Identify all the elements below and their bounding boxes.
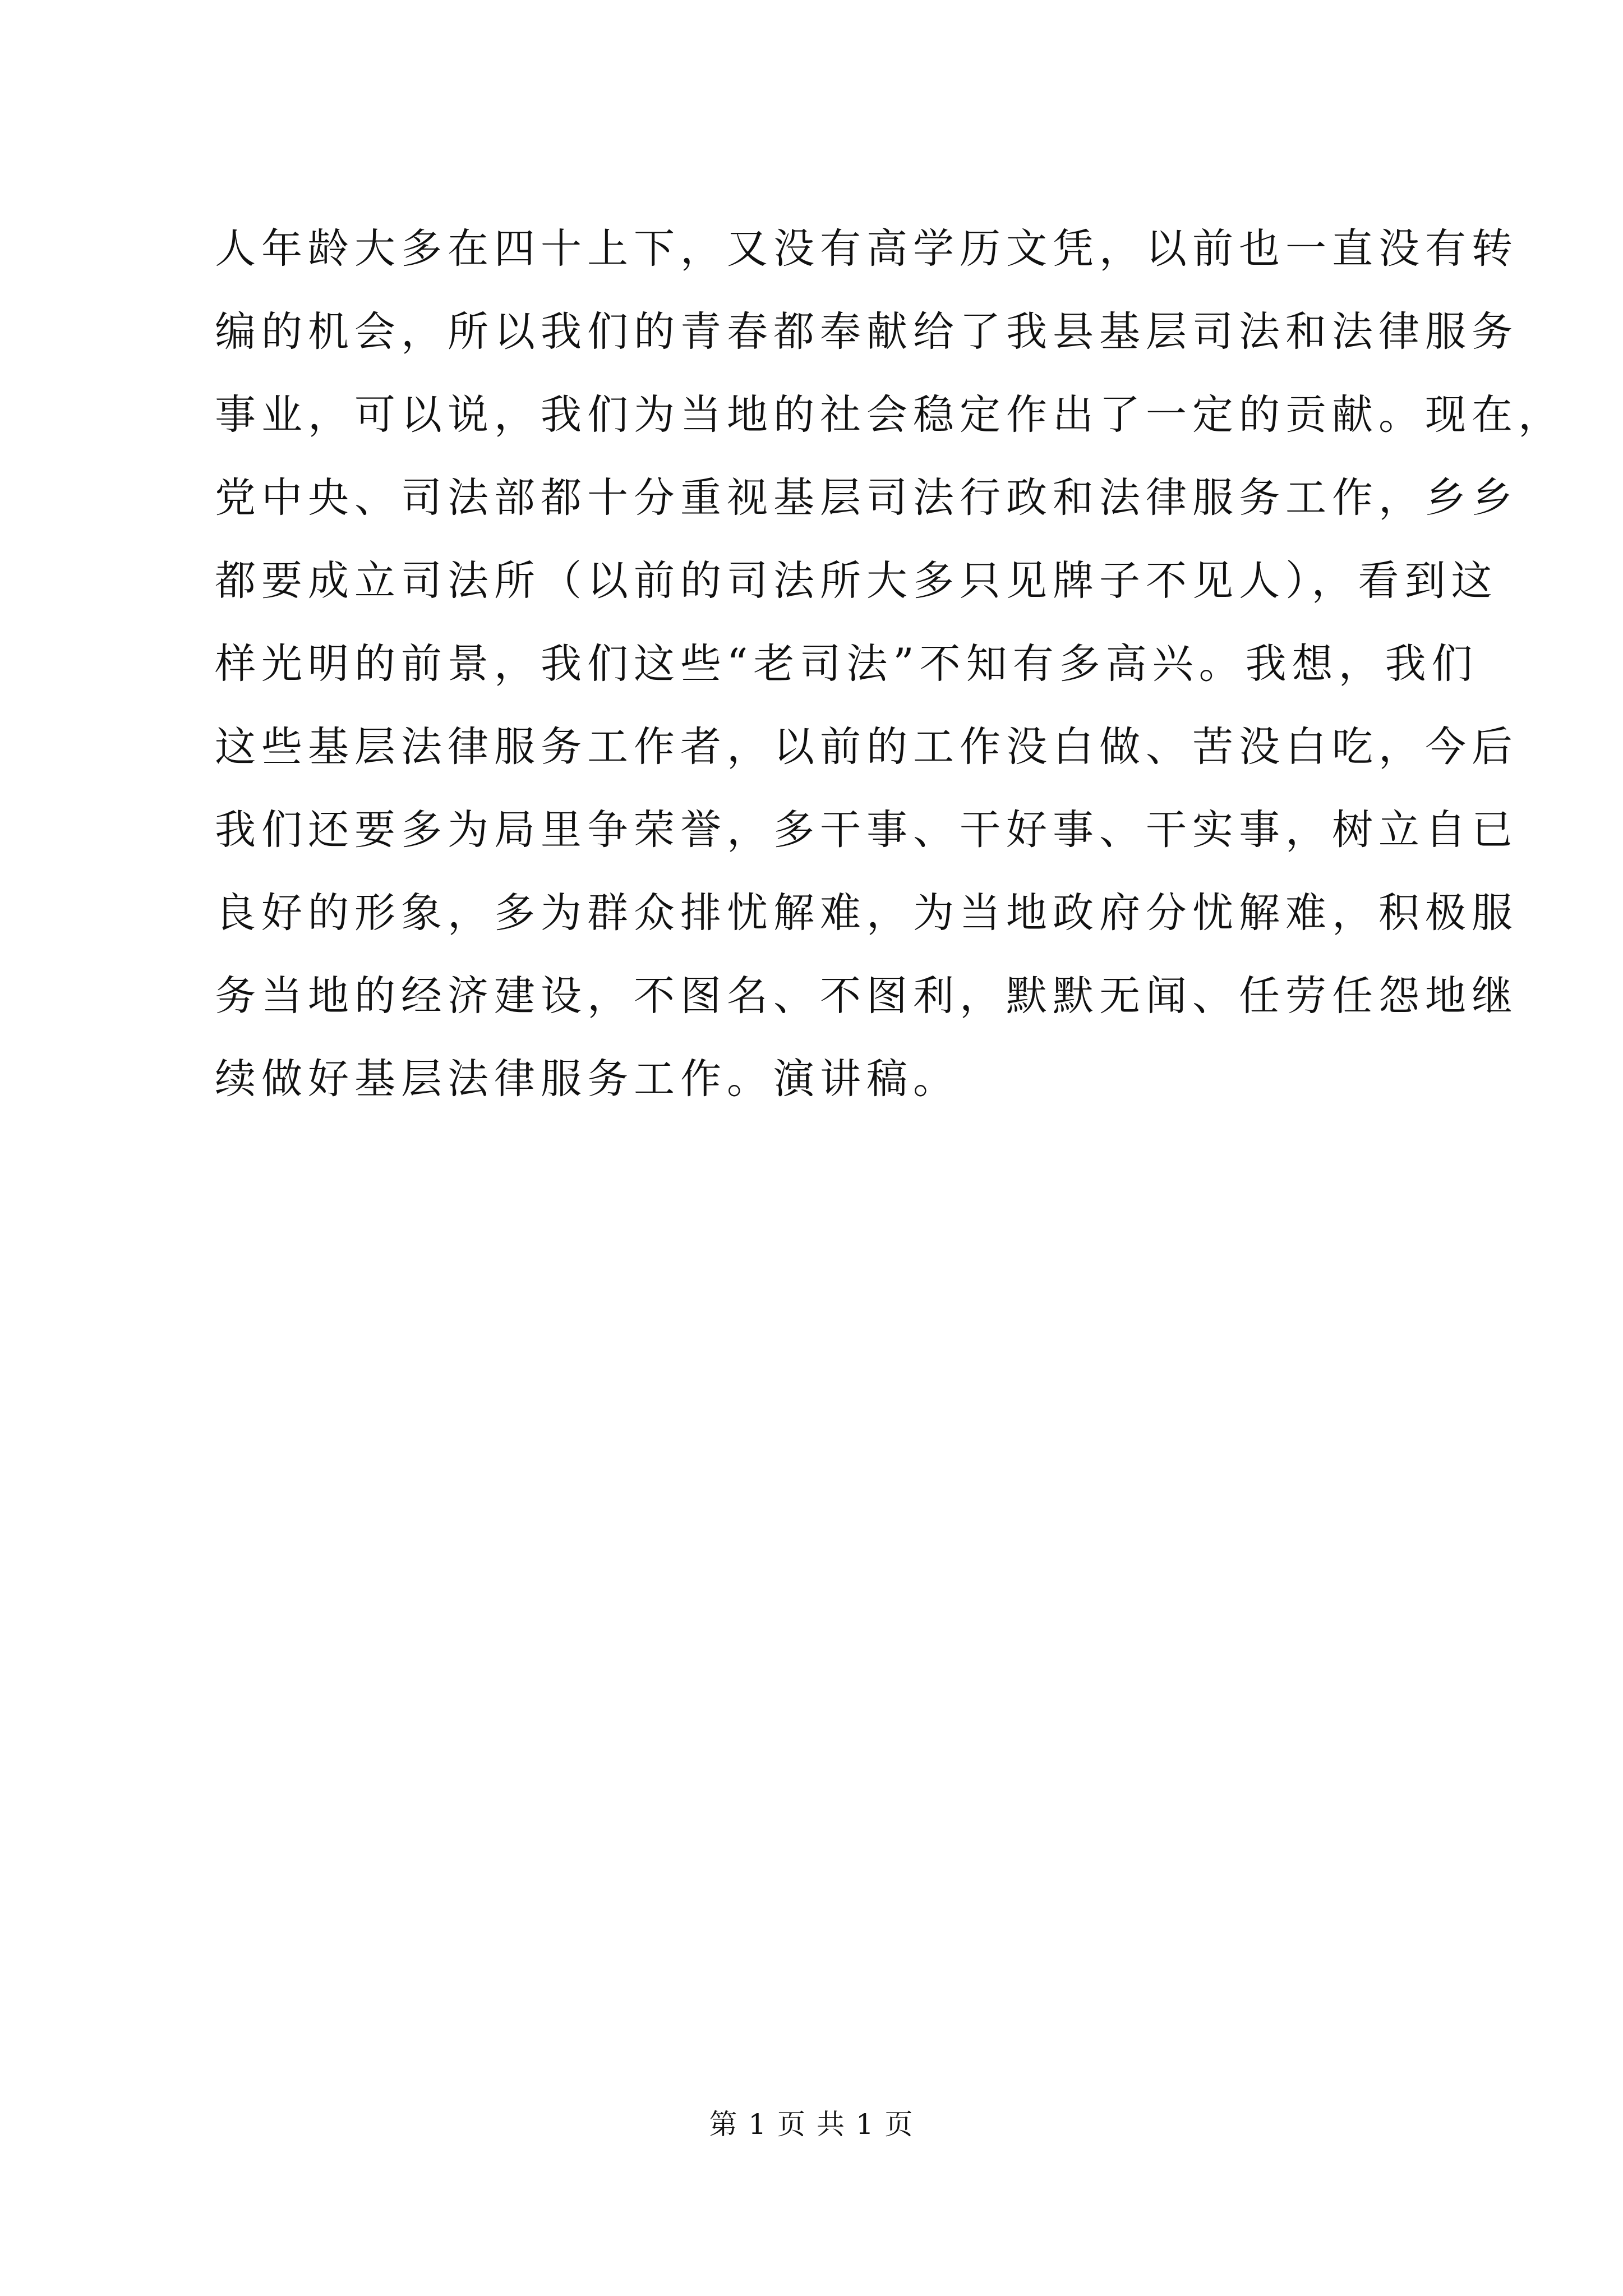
text-line: 续做好基层法律服务工作。演讲稿。 [215,1055,960,1103]
text-line: 党中央、司法部都十分重视基层司法行政和法律服务工作，乡乡 [215,474,1518,522]
text-line: 人年龄大多在四十上下，又没有高学历文凭，以前也一直没有转 [215,225,1518,273]
text-line: 我们还要多为局里争荣誉，多干事、干好事、干实事，树立自已 [215,806,1518,854]
text-line: 良好的形象，多为群众排忧解难，为当地政府分忧解难，积极服 [215,889,1518,937]
text-line: 这些基层法律服务工作者，以前的工作没白做、苦没白吃，今后 [215,723,1518,771]
text-line: 编的机会，所以我们的青春都奉献给了我县基层司法和法律服务 [215,308,1518,356]
text-line: 都要成立司法所（以前的司法所大多只见牌子不见人），看到这 [215,557,1498,605]
text-line: 事业，可以说，我们为当地的社会稳定作出了一定的贡献。现在， [215,391,1565,439]
text-line: 样光明的前景，我们这些“老司法”不知有多高兴。我想，我们 [215,640,1478,688]
text-line: 务当地的经济建设，不图名、不图利，默默无闻、任劳任怨地继 [215,972,1518,1020]
page-number-footer: 第 1 页 共 1 页 [709,2108,914,2141]
body-paragraph [215,208,1565,1121]
